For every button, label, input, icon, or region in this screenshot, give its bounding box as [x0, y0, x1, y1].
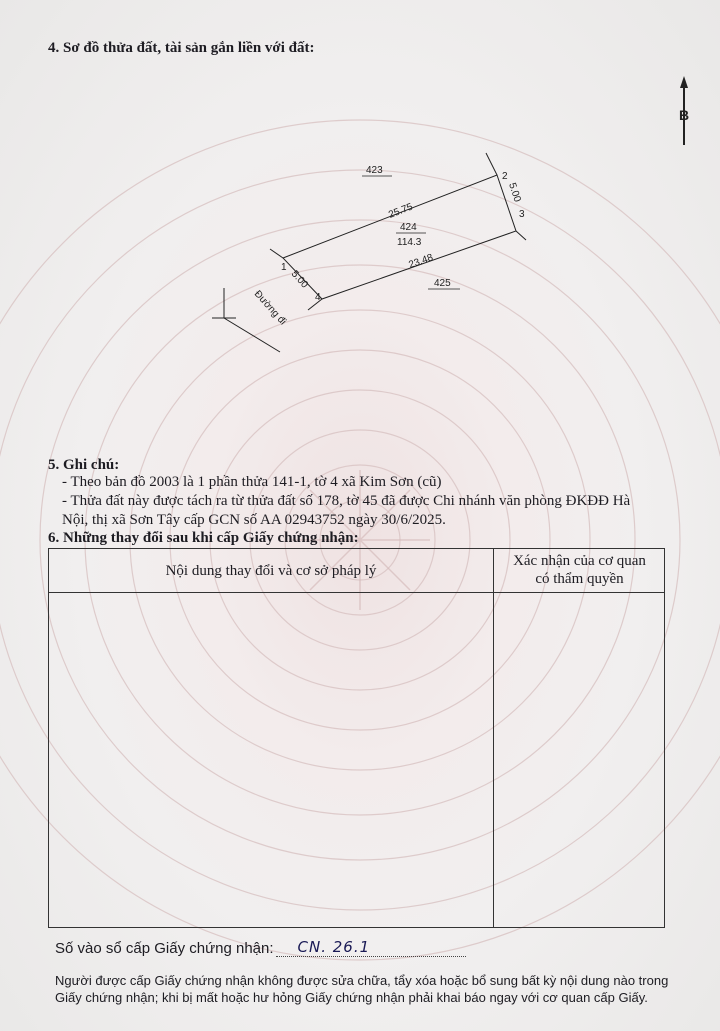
point-1: 1	[281, 262, 287, 273]
note-line-3: Nội, thị xã Sơn Tây cấp GCN số AA 02943752 ngày 30/6/2025.	[62, 512, 446, 528]
column-header-confirmation-line-1: Xác nhận của cơ quan	[513, 553, 646, 569]
footer-line-2: Giấy chứng nhận; khi bị mất hoặc hư hỏng Giấy chứng nhận phải khai báo ngay với cơ quan cấp Giấy.	[55, 990, 648, 1005]
section-6-title: 6. Những thay đổi sau khi cấp Giấy chứng nhận:	[48, 530, 359, 546]
edge-bottom-length: 23.48	[407, 252, 435, 271]
column-header-content: Nội dung thay đổi và cơ sở pháp lý	[165, 563, 377, 579]
header-divider	[49, 592, 664, 593]
edge-right-length: 5.00	[506, 181, 523, 204]
registry-number-label: Số vào sổ cấp Giấy chứng nhận:	[55, 940, 274, 957]
column-header-confirmation-line-2: có thẩm quyền	[535, 571, 624, 587]
north-label: B	[679, 107, 690, 123]
registry-handwritten-value: CN. 26.1	[297, 938, 371, 956]
registry-number-field	[276, 940, 466, 957]
column-header-confirmation	[493, 552, 666, 588]
point-2: 2	[502, 171, 508, 182]
section-5-title: 5. Ghi chú:	[48, 457, 120, 473]
edge-left-length: 5.00	[288, 268, 310, 291]
land-plot-sketch	[0, 0, 720, 420]
registry-number-row	[55, 940, 466, 957]
road-lines	[212, 288, 280, 352]
neighbor-south-label: 425	[434, 278, 451, 289]
parcel-area: 114.3	[397, 237, 422, 248]
note-line-2: - Thửa đất này được tách ra từ thửa đất số 178, tờ 45 đã được Chi nhánh văn phòng ĐKĐĐ Hà	[62, 493, 631, 509]
section-4-title: 4. Sơ đồ thửa đất, tài sản gắn liền với đất:	[48, 40, 315, 56]
parcel-number: 424	[400, 222, 417, 233]
note-line-1: - Theo bản đồ 2003 là 1 phần thửa 141-1, tờ 4 xã Kim Sơn (cũ)	[62, 474, 442, 490]
edge-top-length: 25.75	[387, 201, 415, 221]
changes-table	[48, 548, 665, 928]
neighbor-north-label: 423	[366, 165, 383, 176]
footer-warning	[55, 972, 675, 1006]
point-3: 3	[519, 209, 525, 220]
column-divider	[493, 549, 494, 927]
footer-line-1: Người được cấp Giấy chứng nhận không được sửa chữa, tẩy xóa hoặc bổ sung bất kỳ nội dung nào trong	[55, 973, 669, 988]
point-4: 4	[315, 292, 321, 303]
road-label: Đường đi	[251, 288, 289, 328]
